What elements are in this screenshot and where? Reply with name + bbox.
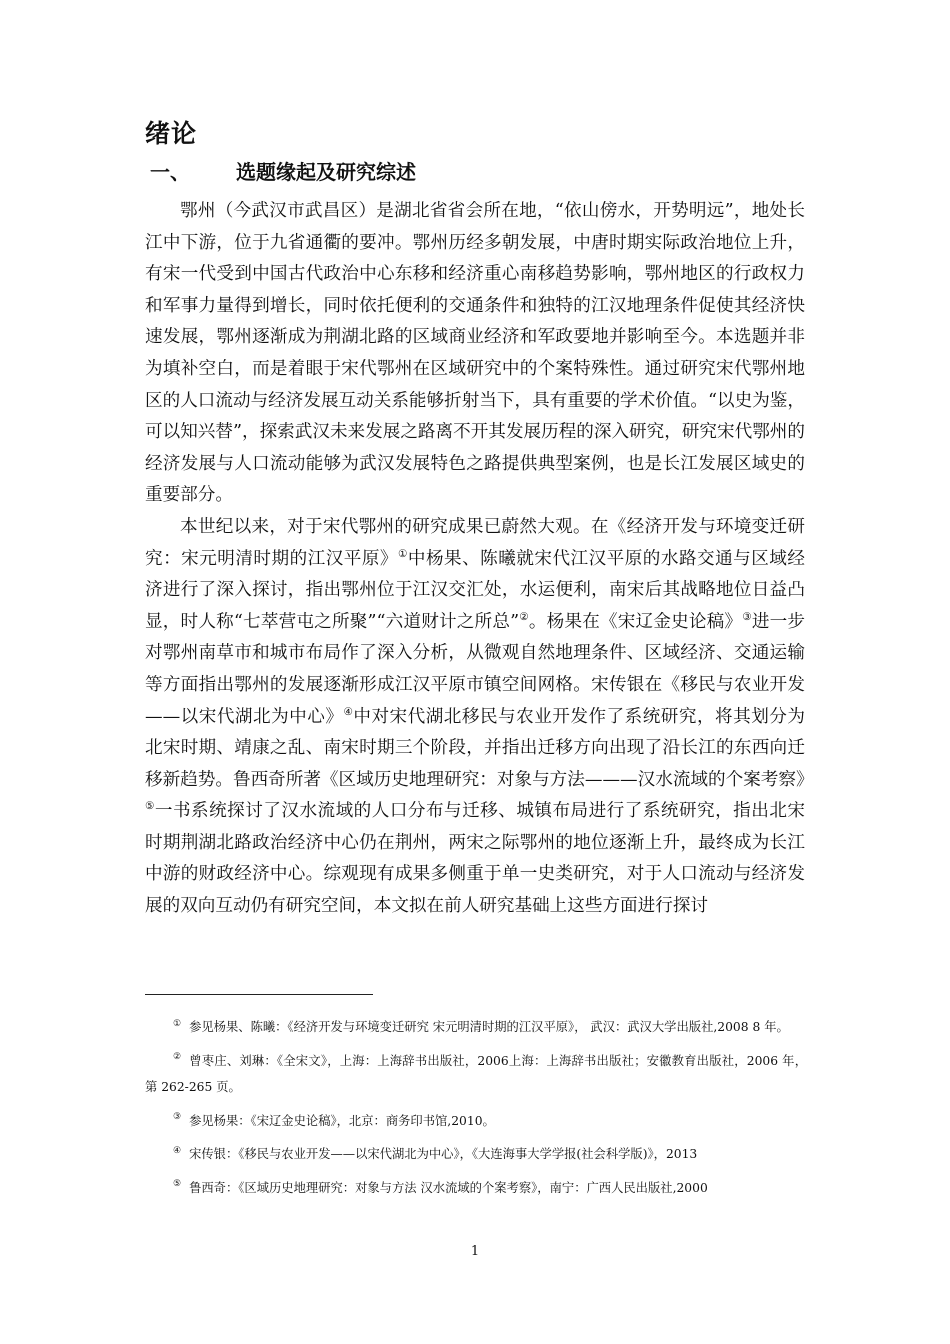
footnote-text: 参见杨果：《宋辽金史论稿》，北京：商务印书馆,2010。 bbox=[189, 1113, 495, 1128]
footnote-reference: ④ bbox=[343, 705, 354, 718]
section-title: 选题缘起及研究综述 bbox=[236, 160, 416, 184]
section-number: 一、 bbox=[150, 160, 190, 184]
footnotes bbox=[145, 1014, 807, 1208]
chapter-title: 绪论 bbox=[145, 119, 198, 148]
paragraph-text: 本世纪以来，对于宋代鄂州的研究成果已蔚然大观。在《经济开发与环境变迁研究：宋元明清时期的江汉平原》 bbox=[145, 516, 805, 569]
footnote-text: 鲁西奇：《区域历史地理研究：对象与方法 汉水流域的个案考察》，南宁：广西人民出版社,2000 bbox=[189, 1180, 708, 1195]
footnote-reference: ⑤ bbox=[145, 800, 155, 813]
paragraph-text: 一书系统探讨了汉水流域的人口分布与迁移、城镇布局进行了系统研究，指出北宋时期荆湖北路政治经济中心仍在荆州，两宋之际鄂州的地位逐渐上升，最终成为长江中游的财政经济中心。综观现有成果多侧重于单一史类研究，对于人口流动与经济发展的双向互动仍有研究空间，本文拟在前人研究基础上这些方面进行探讨 bbox=[145, 801, 805, 917]
footnote bbox=[145, 1175, 807, 1202]
footnote-text: 参见杨果、陈曦：《经济开发与环境变迁研究 宋元明清时期的江汉平原》， 武汉：武汉大学出版社,2008 8 年。 bbox=[189, 1020, 789, 1034]
paragraph-text: 进一步对鄂州南草市和城市布局作了深入分析，从微观自然地理条件、区域经济、交通运输等方面指出鄂州的发展逐渐形成江汉平原市镇空间网格。宋传银在《移民与农业开发——以宋代湖北为中心》 bbox=[145, 611, 805, 727]
paragraph-text: 鄂州（今武汉市武昌区）是湖北省省会所在地，“依山傍水，开势明远”，地处长江中下游，位于九省通衢的要冲。鄂州历经多朝发展，中唐时期实际政治地位上升，有宋一代受到中国古代政治中心东移和经济重心南移趋势影响，鄂州地区的行政权力和军事力量得到增长，同时依托便利的交通条件和独特的江汉地理条件促使其经济快速发展，鄂州逐渐成为荆湖北路的区域商业经济和军政要地并影响至今。本选题并非为填补空白，而是着眼于宋代鄂州在区域研究中的个案特殊性。通过研究宋代鄂州地区的人口流动与经济发展互动关系能够折射当下，具有重要的学术价值。“以史为鉴，可以知兴替”，探索武汉未来发展之路离不开其发展历程的深入研究，研究宋代鄂州的经济发展与人口流动能够为武汉发展特色之路提供典型案例，也是长江发展区域史的重要部分。 bbox=[145, 201, 805, 506]
footnote bbox=[145, 1048, 807, 1101]
paragraph-text: 。杨果在《宋辽金史论稿》 bbox=[528, 611, 743, 632]
footnote-text: 曾枣庄、刘琳：《全宋文》，上海：上海辞书出版社，2006上海：上海辞书出版社；安徽教育出版社，2006 年，第 262-265 页。 bbox=[145, 1053, 807, 1094]
footnote-mark: ③ bbox=[173, 1112, 182, 1123]
section-heading bbox=[150, 156, 416, 185]
body-paragraph bbox=[145, 196, 805, 512]
footnote-text: 宋传银：《移民与农业开发——以宋代湖北为中心》，《大连海事大学学报(社会科学版)》，2013 bbox=[189, 1147, 698, 1161]
footnote bbox=[145, 1014, 807, 1041]
footnote-mark: ⑤ bbox=[173, 1179, 182, 1190]
footnote-mark: ④ bbox=[173, 1145, 182, 1156]
footnote-mark: ② bbox=[173, 1052, 182, 1063]
footnote-mark: ① bbox=[173, 1018, 182, 1029]
paragraph-text: 中杨果、陈曦就宋代江汉平原的水路交通与区域经济进行了深入探讨，指出鄂州位于江汉交汇处，水运便利，南宋后其战略地位日益凸显，时人称“七萃营屯之所聚”“六道财计之所总” bbox=[145, 548, 805, 632]
footnote-reference: ① bbox=[398, 547, 408, 560]
body-paragraph bbox=[145, 512, 814, 923]
page-number: 1 bbox=[470, 1244, 480, 1259]
footnote-reference: ② bbox=[519, 610, 529, 623]
body-text bbox=[145, 196, 814, 923]
paragraph-text: 中对宋代湖北移民与农业开发作了系统研究，将其划分为北宋时期、靖康之乱、南宋时期三个阶段，并指出迁移方向出现了沿长江的东西向迁移新趋势。鲁西奇所著《区域历史地理研究：对象与方法———汉水流域的个案考察》 bbox=[145, 706, 814, 790]
footnote bbox=[145, 1108, 807, 1135]
footnote bbox=[145, 1141, 807, 1168]
footnote-separator bbox=[145, 994, 373, 995]
footnote-reference: ③ bbox=[742, 610, 752, 623]
